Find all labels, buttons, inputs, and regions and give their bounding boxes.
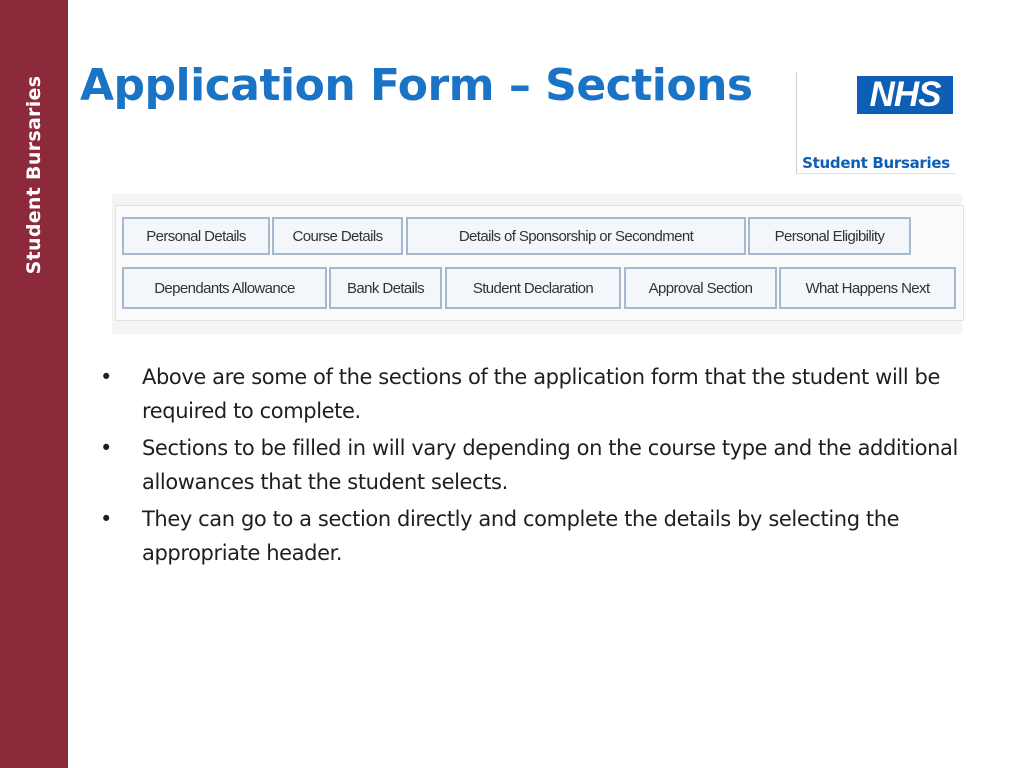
sidebar (0, 0, 68, 768)
tab-bank-details[interactable]: Bank Details (329, 267, 442, 309)
tab-course-details[interactable]: Course Details (272, 217, 403, 255)
sidebar-label: Student Bursaries (23, 75, 45, 275)
tab-personal-eligibility[interactable]: Personal Eligibility (748, 217, 911, 255)
tab-sponsorship-secondment[interactable]: Details of Sponsorship or Secondment (406, 217, 746, 255)
bullet-icon: • (100, 365, 112, 389)
bullet-item (100, 360, 980, 428)
bullet-text: Above are some of the sections of the application form that the student will be required to complete. (142, 365, 940, 423)
sections-tab-container (115, 205, 964, 321)
tab-what-happens-next[interactable]: What Happens Next (779, 267, 956, 309)
sections-panel (112, 194, 962, 334)
bullet-item (100, 431, 980, 499)
nhs-logo (796, 72, 955, 174)
page-title: Application Form – Sections (80, 60, 753, 111)
bullet-item (100, 502, 980, 570)
bullet-text: They can go to a section directly and complete the details by selecting the appropriate header. (142, 507, 900, 565)
logo-subtitle: Student Bursaries (802, 154, 950, 172)
bullet-icon: • (100, 507, 112, 531)
nhs-mark: NHS (857, 76, 953, 114)
tab-personal-details[interactable]: Personal Details (122, 217, 270, 255)
tab-approval-section[interactable]: Approval Section (624, 267, 777, 309)
bullet-icon: • (100, 436, 112, 460)
tab-dependants-allowance[interactable]: Dependants Allowance (122, 267, 327, 309)
tab-student-declaration[interactable]: Student Declaration (445, 267, 621, 309)
bullet-list (100, 360, 980, 573)
bullet-text: Sections to be filled in will vary depending on the course type and the additional allowances that the student selects. (142, 436, 958, 494)
